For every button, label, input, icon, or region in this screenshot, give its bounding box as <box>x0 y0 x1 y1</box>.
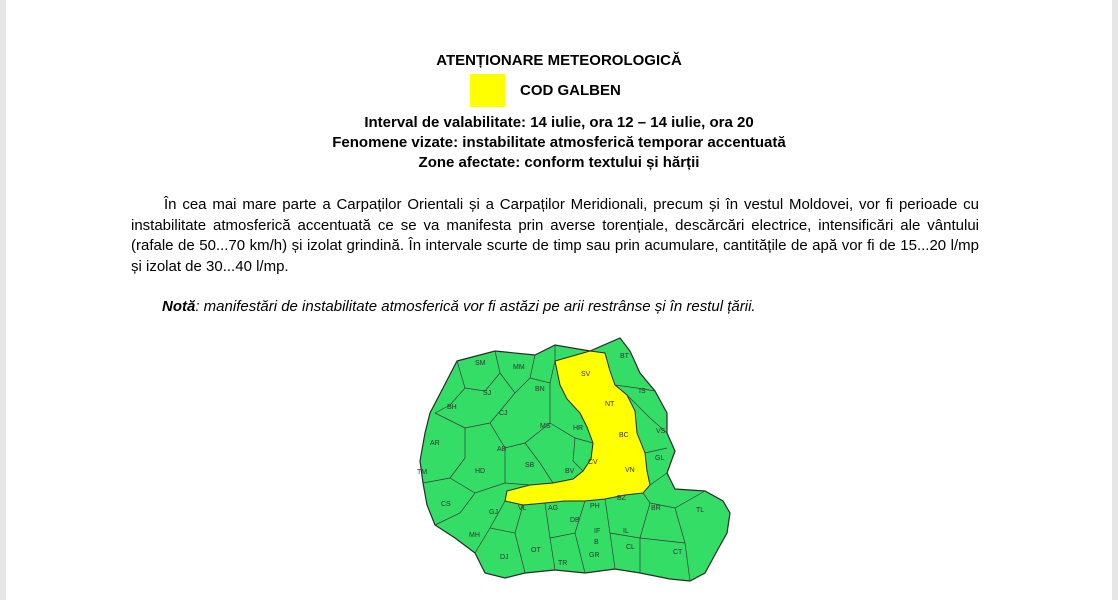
phenomena: Fenomene vizate: instabilitate atmosferică temporar accentuată <box>332 134 786 151</box>
county-label: BT <box>620 353 629 360</box>
county-label: BH <box>447 404 457 411</box>
county-label: DJ <box>500 554 509 561</box>
county-label: GL <box>655 455 665 462</box>
county-label: BR <box>651 505 661 512</box>
county-label: HR <box>573 425 584 432</box>
county-label: BZ <box>617 495 626 502</box>
county-label: CJ <box>499 410 508 417</box>
page-title: ATENȚIONARE METEOROLOGICĂ <box>436 52 682 69</box>
county-label: IS <box>639 388 646 395</box>
county-label: TL <box>696 507 705 514</box>
county-label: BC <box>619 432 629 439</box>
county-label: B <box>594 539 599 546</box>
code-row <box>470 74 621 107</box>
county-label: SM <box>475 360 486 367</box>
county-label: SV <box>581 371 591 378</box>
county-label: CS <box>441 501 451 508</box>
county-label: TR <box>558 560 568 567</box>
county-label: IL <box>623 528 629 535</box>
county-label: OT <box>531 547 541 554</box>
county-label: GR <box>589 552 600 559</box>
county-label: VL <box>518 505 527 512</box>
note <box>162 298 756 315</box>
county-label: BV <box>565 468 575 475</box>
county-label: CV <box>588 459 598 466</box>
county-label: VN <box>625 467 635 474</box>
county-label: SB <box>525 462 535 469</box>
affected-zones: Zone afectate: conform textului și hărții <box>418 154 700 171</box>
note-label: Notă <box>162 298 196 315</box>
county-label: PH <box>590 503 600 510</box>
county-label: NT <box>605 401 615 408</box>
county-label: VS <box>656 428 666 435</box>
warning-paragraph: În cea mai mare parte a Carpaților Orientali și a Carpaților Meridionali, precum și în vestul Moldovei, vor fi perioade cu instabilitate atmosferică accentuată ce se va manifesta prin averse torențiale, descărcări electrice, intensificări ale vântului (rafale de 50...70 km/h) și izolat grindină. În intervale scurte de timp sau prin acumulare, cantitățile de apă vor fi de 15...20 l/mp și izolat de 30...40 l/mp. <box>131 196 979 275</box>
county-label: CT <box>673 549 683 556</box>
yellow-code-swatch <box>470 74 505 107</box>
county-label: GJ <box>489 509 498 516</box>
county-label: TM <box>417 469 428 476</box>
county-label: AB <box>497 446 507 453</box>
county-label: MS <box>540 423 551 430</box>
county-label: MM <box>513 364 525 371</box>
county-label: BN <box>535 386 545 393</box>
county-label: DB <box>570 517 580 524</box>
note-text: : manifestări de instabilitate atmosferică vor fi astăzi pe arii restrânse și în restul țării. <box>195 298 756 315</box>
validity-interval: Interval de valabilitate: 14 iulie, ora 12 – 14 iulie, ora 20 <box>364 114 754 131</box>
code-label: COD GALBEN <box>520 82 621 99</box>
county-label: AG <box>548 505 559 512</box>
county-label: HD <box>475 468 486 475</box>
county-label: CL <box>626 544 635 551</box>
county-label: MH <box>469 532 480 539</box>
county-label: IF <box>594 528 601 535</box>
romania-warning-map <box>405 333 755 600</box>
county-label: AR <box>430 440 440 447</box>
county-label: SJ <box>483 390 492 397</box>
